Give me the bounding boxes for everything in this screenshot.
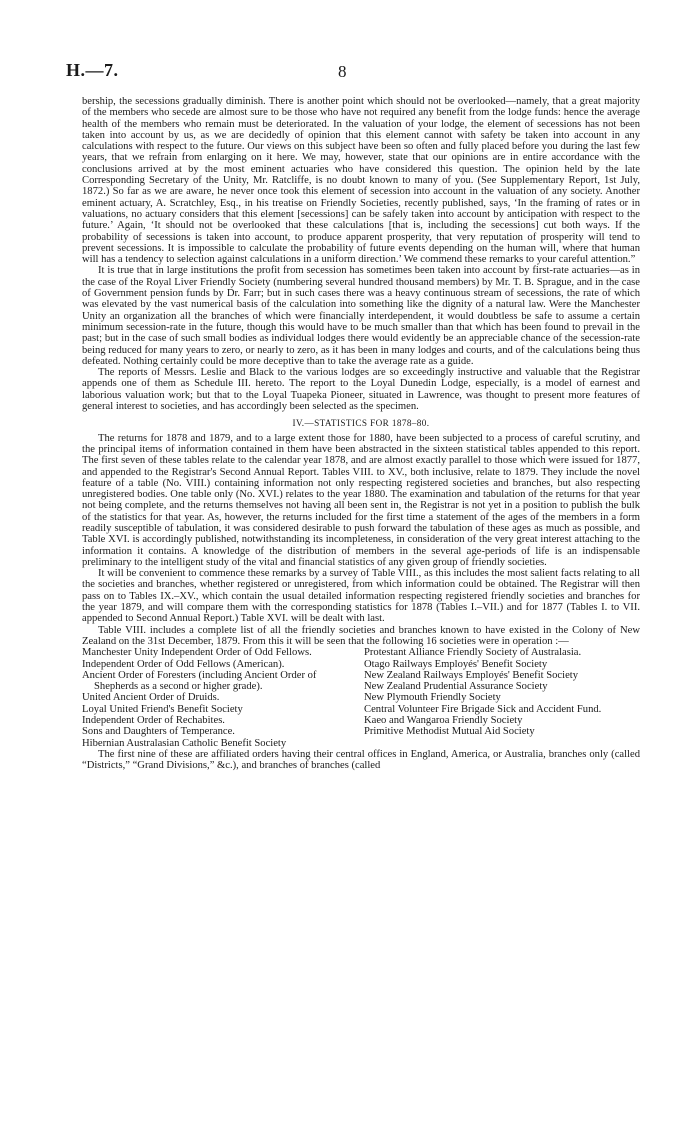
paragraph-actuaries: It is true that in large institutions the profit from secession has sometimes been taken into account by first-rate actuaries—as in the case of the Royal Liver Friendly Society (numbering several hundred thousand members) by Mr. T. B. Sprague, and in the case of Government pension funds by Dr. Farr; but in such cases there was a heavy continuous stream of secessions, the rate of which was elevated by the vast numerical basis of the calculation into something like the dignity of a natural law. Were the Manchester Unity an organization all the branches of which were financially interdependent, it would doubtless be safe to assume a certain minimum secession-rate in the future, though this would have to be much smaller than that which has been found to prevail in the past; but in the case of such small bodies as individual lodges there would evidently be an appreciable chance of the secession-rate being reduced for many years to zero, or nearly to zero, as it has been in many lodges and courts, and of the calculations being thus defeated. Nothing certainly could be more deceptive than to take the average rate as a guide. [82,265,640,367]
paragraph-table-viii: Table VIII. includes a complete list of all the friendly societies and branches known to have existed in the Colony of New Zealand on the 31st December, 1879. From this it will be seen that the following 16 societies were in operation :— [82,624,640,647]
paragraph-secessions: bership, the secessions gradually diminish. There is another point which should not be overlooked—namely, that a great majority of the members who secede are almost sure to be those who have not required any benefit from the lodge funds: hence the average health of the members who remain must be deteriorated. In the valuation of your lodge, the element of secessions has not been taken into account by us, as we are decidedly of opinion that this element cannot with safety be taken into account in any calculations with respect to the future. Our views on this subject have been so often and fully placed before you during the last few years, that we refrain from enlarging on it here. We may, however, state that our opinions are in entire accordance with the conclusions arrived at by the most eminent actuaries who have considered this question. The opinion held by the late Corresponding Secretary of the Unity, Mr. Ratcliffe, is no doubt known to many of you. (See Supplementary Report, 1st July, 1872.) So far as we are aware, he never once took this element of secession into account in the valuation of any society. Another eminent actuary, A. Scratchley, Esq., in his treatise on Friendly Societies, recently published, says, ‘In the framing of rates or in valuations, no actuary considers that this element [secessions] can be safely taken into account by anticipation with respect to the future.’ Again, ‘It should not be overlooked that these calculations [that is, including the secessions] cut both ways. If the probability of secessions is taken into account, to produce apparent prosperity, that very reputation of prosperity will tend to prevent secessions. It is impossible to calculate the probability of future events depending on the human will, where that human will has a tendency to selection against calculations in a uniform direction.’ We commend these remarks to your careful attention.” [82,96,640,266]
society-item: Kaeo and Wangaroa Friendly Society [364,715,523,727]
paragraph-affiliated-orders: The first nine of these are affiliated orders having their central offices in England, America, or Australia, branches only (called “Districts,” “Grand Divisions,” &c.), and branches of branches (called [82,748,640,772]
document-code: H.—7. [66,60,119,80]
society-item: Otago Railways Employés' Benefit Society [364,658,548,670]
society-item: Hibernian Australasian Catholic Benefit Society [82,737,287,749]
society-item: United Ancient Order of Druids. [82,692,220,704]
page-number: 8 [338,62,347,81]
paragraph-survey: It will be convenient to commence these remarks by a survey of Table VIII., as this includes the most salient facts relating to all the societies and branches, whether registered or unregistered, from which information could be obtained. The Registrar will then pass on to Tables IX.–XV., which contain the usual detailed information respecting registered friendly societies and branches for the year 1879, and will compare them with the corresponding statistics for 1878 (Tables I.–VII.) and for 1877 (Tables I. to VII. appended to Second Annual Report.) Table XVI. will be dealt with last. [82,568,640,625]
society-item: New Zealand Prudential Assurance Society [364,681,548,693]
page-body [82,96,640,772]
section-heading: IV.—STATISTICS FOR 1878–80. [292,418,430,429]
society-item: Manchester Unity Independent Order of Odd Fellows. [82,647,312,659]
society-item: New Zealand Railways Employés' Benefit Society [364,669,579,681]
paragraph-returns: The returns for 1878 and 1879, and to a large extent those for 1880, have been subjected to a process of careful scrutiny, and the principal items of information contained in them have been abstracted in the sixteen statistical tables appended to this report. The first seven of these tables relate to the calendar year 1878, and are almost exactly parallel to those which were issued for 1877, and appended to the Registrar's Second Annual Report. Tables VIII. to XV., both inclusive, relate to 1879. They include the novel feature of a table (No. VIII.) containing information not only respecting registered societies and branches, but also respecting unregistered bodies. One table only (No. XVI.) relates to the year 1880. The examination and tabulation of the returns for that year not being complete, and the returns themselves not having all been sent in, the Registrar is not yet in a position to publish the bulk of the statistics for that year. As, however, the returns included for the first time a statement of the ages of the members in a form readily susceptible of tabulation, it was considered desirable to push forward the tabulation of these ages as much as possible, and Table XVI. is accordingly published, notwithstanding its incompleteness, in consideration of the very great interest attaching to the information it contains. A knowledge of the distribution of members in the several age-periods of life is an indispensable preliminary to the intelligent study of the vital and financial statistics of any given group of friendly societies. [82,432,640,568]
society-item: New Plymouth Friendly Society [364,692,501,704]
society-item: Primitive Methodist Mutual Aid Society [364,726,535,738]
society-list-left [82,647,358,749]
society-item: Ancient Order of Foresters (including Ancient Order of Shepherds as a second or higher grade). [82,669,317,693]
society-item: Protestant Alliance Friendly Society of Australasia. [364,647,582,659]
society-list [82,647,640,749]
society-item: Sons and Daughters of Temperance. [82,726,235,738]
society-item: Central Volunteer Fire Brigade Sick and Accident Fund. [364,703,602,715]
society-list-right [364,647,640,749]
society-item: Independent Order of Odd Fellows (American). [82,658,285,670]
society-item: Independent Order of Rechabites. [82,715,225,727]
society-item: Loyal United Friend's Benefit Society [82,703,243,715]
paragraph-reports: The reports of Messrs. Leslie and Black to the various lodges are so exceedingly instructive and valuable that the Registrar appends one of them as Schedule III. hereto. The report to the Loyal Dunedin Lodge, especially, is a model of earnest and laborious valuation work; but that to the Loyal Tuapeka Pioneer, situated in Lawrence, was thought to present more features of general interest to societies, and has accordingly been selected as the specimen. [82,367,640,413]
